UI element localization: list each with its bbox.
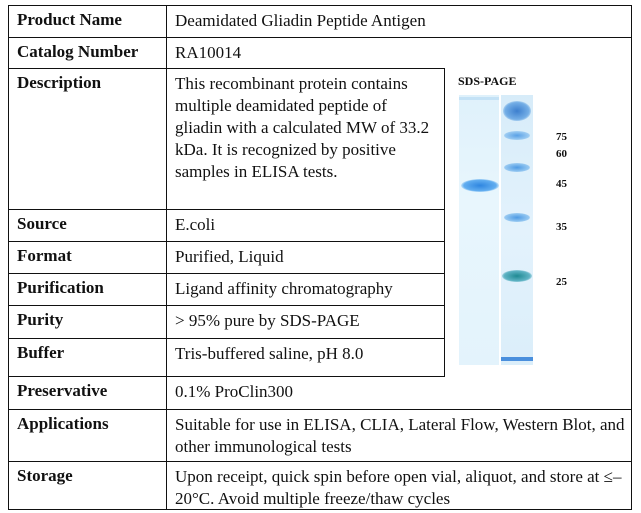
label-purification: Purification <box>9 274 167 305</box>
well-line <box>459 97 499 100</box>
mw-label-60: 60 <box>556 148 567 160</box>
value-buffer: Tris-buffered saline, pH 8.0 <box>175 344 364 363</box>
sds-page-image-cell <box>444 68 631 377</box>
label-catalog-number: Catalog Number <box>9 38 167 68</box>
label-product-name: Product Name <box>9 6 167 37</box>
label-description: Description <box>9 69 167 209</box>
value-product-name: Deamidated Gliadin Peptide Antigen <box>175 11 426 30</box>
value-purification: Ligand affinity chromatography <box>175 279 393 298</box>
label-source: Source <box>9 210 167 241</box>
marker-band-35 <box>504 213 530 222</box>
value-preservative: 0.1% ProClin300 <box>175 382 294 401</box>
label-format: Format <box>9 242 167 273</box>
value-purity: > 95% pure by SDS-PAGE <box>175 311 360 330</box>
dye-front <box>501 357 533 361</box>
value-description: This recombinant protein contains multiple deamidated peptide of gliadin with a calculated MW of 33.2 kDa. It is recognized by positive samples in ELISA tests. <box>175 74 430 181</box>
marker-band-top <box>503 101 531 121</box>
label-buffer: Buffer <box>9 339 167 376</box>
value-source: E.coli <box>175 215 216 234</box>
marker-band-45 <box>504 163 530 172</box>
product-spec-table <box>8 5 632 510</box>
label-storage: Storage <box>9 462 167 509</box>
sample-band <box>461 179 499 192</box>
label-preservative: Preservative <box>9 377 167 409</box>
value-catalog-number: RA10014 <box>175 43 242 62</box>
mw-label-25: 25 <box>556 276 567 288</box>
sds-page-gel-image <box>459 95 533 365</box>
row-applications <box>9 410 631 462</box>
label-applications: Applications <box>9 410 167 461</box>
marker-band-25 <box>502 270 532 282</box>
marker-lane <box>501 95 533 365</box>
mw-label-35: 35 <box>556 221 567 233</box>
value-format: Purified, Liquid <box>175 247 284 266</box>
row-storage <box>9 462 631 509</box>
row-product-name <box>9 6 631 38</box>
row-catalog-number <box>9 38 631 69</box>
sample-lane <box>459 95 499 365</box>
marker-band-75 <box>504 131 530 140</box>
row-preservative <box>9 377 631 410</box>
gel-title: SDS-PAGE <box>458 74 517 88</box>
value-storage: Upon receipt, quick spin before open vial, aliquot, and store at ≤–20°C. Avoid multiple freeze/thaw cycles <box>175 467 622 508</box>
mw-label-45: 45 <box>556 178 567 190</box>
value-applications: Suitable for use in ELISA, CLIA, Lateral Flow, Western Blot, and other immunological tests <box>175 415 625 456</box>
label-purity: Purity <box>9 306 167 338</box>
mw-label-75: 75 <box>556 131 567 143</box>
